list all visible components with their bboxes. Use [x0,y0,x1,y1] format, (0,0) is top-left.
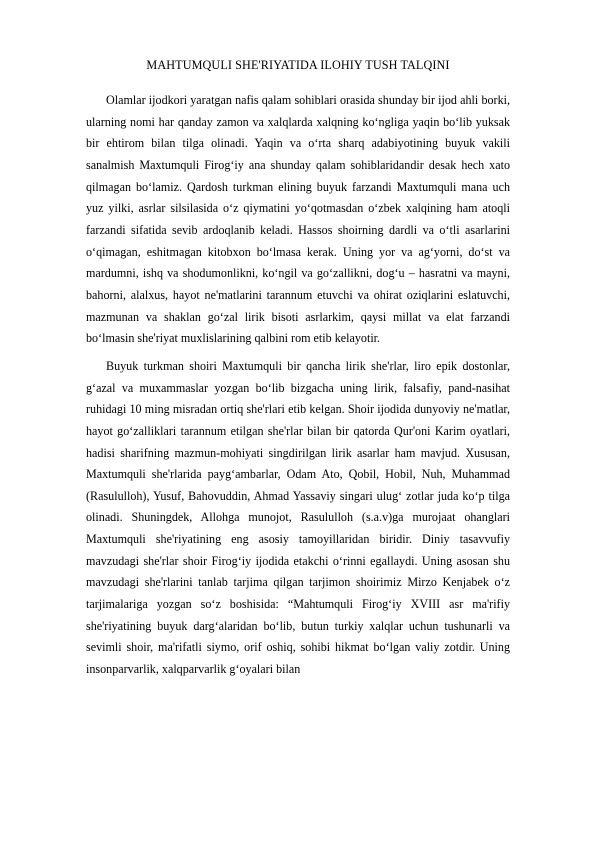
paragraph-works: Buyuk turkman shoiri Maxtumquli bir qancha lirik she'rlar, liro epik dostonlar, g‘azal va muxammaslar yozgan bo‘lib bizgacha uning lirik, falsafiy, pand-nasihat ruhidagi 10 ming misradan ortiq she'rlari etib kelgan. Shoir ijodida dunyoviy ne'matlar, hayot go‘zalliklari tarannum etilgan she'rlar bilan bir qatorda Qur'oni Karim oyatlari, hadisi sharifning mazmun-mohiyati singdirilgan lirik asarlar ham mavjud. Xususan, Maxtumquli she'rlarida payg‘ambarlar, Odam Ato, Qobil, Hobil, Nuh, Muhammad (Rasululloh), Yusuf, Bahovuddin, Ahmad Yassaviy singari ulug‘ zotlar juda ko‘p tilga olinadi. Shuningdek, Allohga munojot, Rasululloh (s.a.v)ga murojaat ohanglari Maxtumquli she'riyatining eng asosiy tamoyillaridan biridir. Diniy tasavvufiy mavzudagi she'rlar shoir Firog‘iy ijodida etakchi o‘rinni egallaydi. Uning asosan shu mavzudagi she'rlarini tanlab tarjima qilgan tarjimon shoirimiz Mirzo Kenjabek o‘z tarjimalariga yozgan so‘z boshisida: “Mahtumquli Firog‘iy XVIII asr ma'rifiy she'riyatining buyuk darg‘alaridan bo‘lib, butun turkiy xalqlar uchun tushunarli va sevimli shoir, ma'rifatli siymo, orif oshiq, sohibi hikmat bo‘lgan valiy zotdir. Uning insonparvarlik, xalqparvarlik g‘oyalari bilan [86,358,510,677]
document-title: MAHTUMQULI SHE'RIYATIDA ILOHIY TUSH TALQINI [146,58,450,72]
document-body [86,90,510,681]
paragraph-intro: Olamlar ijodkori yaratgan nafis qalam sohiblari orasida shunday bir ijod ahli borki, ularning nomi har qanday zamon va xalqlarda xalqning ko‘ngliga yaqin bo‘lib yuksak bir ehtirom bilan tilga olinadi. Yaqin va o‘rta sharq adabiyotining buyuk vakili sanalmish Maxtumquli Firog‘iy ana shunday qalam sohiblaridandir desak hech xato qilmagan bo‘lamiz. Qardosh turkman elining buyuk farzandi Maxtumquli mana uch yuz yilki, asrlar silsilasida o‘z qiymatini yo‘qotmasdan o‘zbek xalqining ham atoqli farzandi sifatida sevib ardoqlanib keladi. Hassos shoirning dardli va o‘tli asarlarini o‘qimagan, eshitmagan kitobxon bo‘lmasa kerak. Uning yor va ag‘yorni, do‘st va mardumni, ishq va shodumonlikni, ko‘ngil va go‘zallikni, dog‘u – hasratni va mayni, bahorni, alalxus, hayot ne'matlarini tarannum etuvchi va ohirat oziqlarini eslatuvchi, mazmunan va shaklan go‘zal lirik bisoti asrlarkim, qaysi millat va elat farzandi bo‘lmasin she'riyat muxlislarining qalbini rom etib kelayotir. [86,93,510,346]
